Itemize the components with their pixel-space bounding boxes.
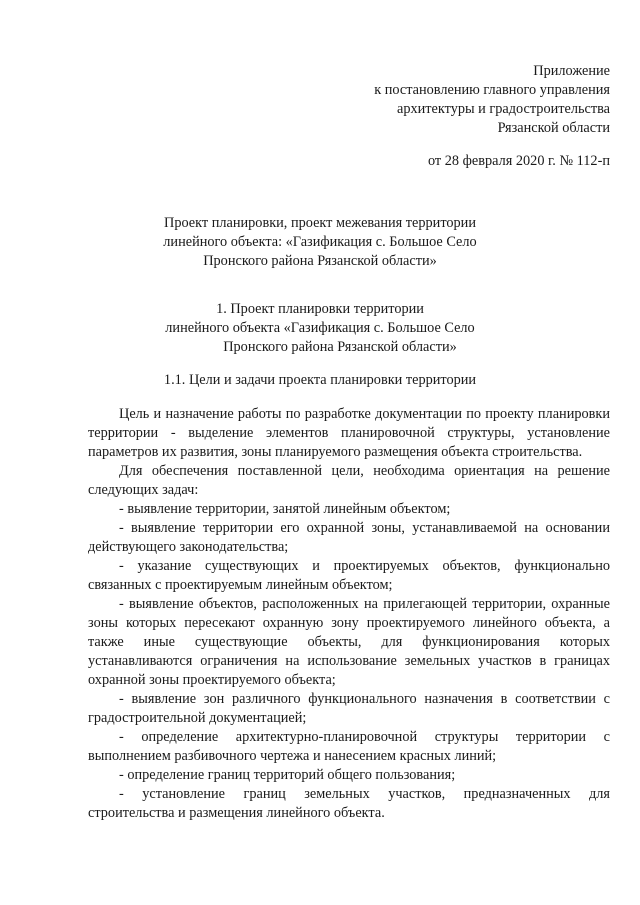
- paragraph: Для обеспечения поставленной цели, необходима ориентация на решение следующих задач:: [88, 463, 610, 498]
- list-item: - выявление зон различного функционального назначения в соответствии с градостроительной документацией;: [88, 691, 610, 726]
- subsection-heading: 1.1. Цели и задачи проекта планировки территории: [163, 372, 477, 388]
- list-item: - установление границ земельных участков, предназначенных для строительства и размещения линейного объекта.: [88, 786, 610, 821]
- body-text: [88, 405, 610, 823]
- header-line: к постановлению главного управления: [374, 82, 610, 98]
- list-item: - определение границ территорий общего пользования;: [119, 767, 456, 783]
- list-item: - указание существующих и проектируемых объектов, функционально связанных с проектируемым линейным объектом;: [88, 558, 610, 593]
- list-item: - выявление территории его охранной зоны, устанавливаемой на основании действующего законодательства;: [88, 520, 610, 555]
- section-line: линейного объекта «Газификация с. Большое Село: [165, 320, 475, 336]
- section-line: 1. Проект планировки территории: [216, 301, 424, 317]
- title-line: Проект планировки, проект межевания территории: [164, 215, 476, 231]
- header-line: Рязанской области: [497, 120, 610, 136]
- title-line: линейного объекта: «Газификация с. Большое Село: [163, 234, 477, 250]
- header-line: Приложение: [533, 63, 610, 79]
- list-item: - выявление объектов, расположенных на прилегающей территории, охранные зоны которых пересекают охранную зону проектируемого линейного объекта, а также иные существующие объекты, для функционирования которых устанавливаются ограничения на использование земельных участков в границах охранной зоны проектируемого объекта;: [88, 596, 610, 688]
- list-item: - определение архитектурно-планировочной структуры территории с выполнением разбивочного чертежа и нанесением красных линий;: [88, 729, 610, 764]
- header-line: архитектуры и градостроительства: [396, 101, 610, 117]
- paragraph: Цель и назначение работы по разработке документации по проекту планировки территории - выделение элементов планировочной структуры, установление параметров их развития, зоны планируемого размещения объекта строительства.: [88, 406, 610, 460]
- list-item: - выявление территории, занятой линейным объектом;: [119, 501, 451, 517]
- header-date: от 28 февраля 2020 г. № 112-п: [427, 153, 610, 169]
- section-line: Пронского района Рязанской области»: [223, 339, 457, 355]
- title-line: Пронского района Рязанской области»: [203, 253, 437, 269]
